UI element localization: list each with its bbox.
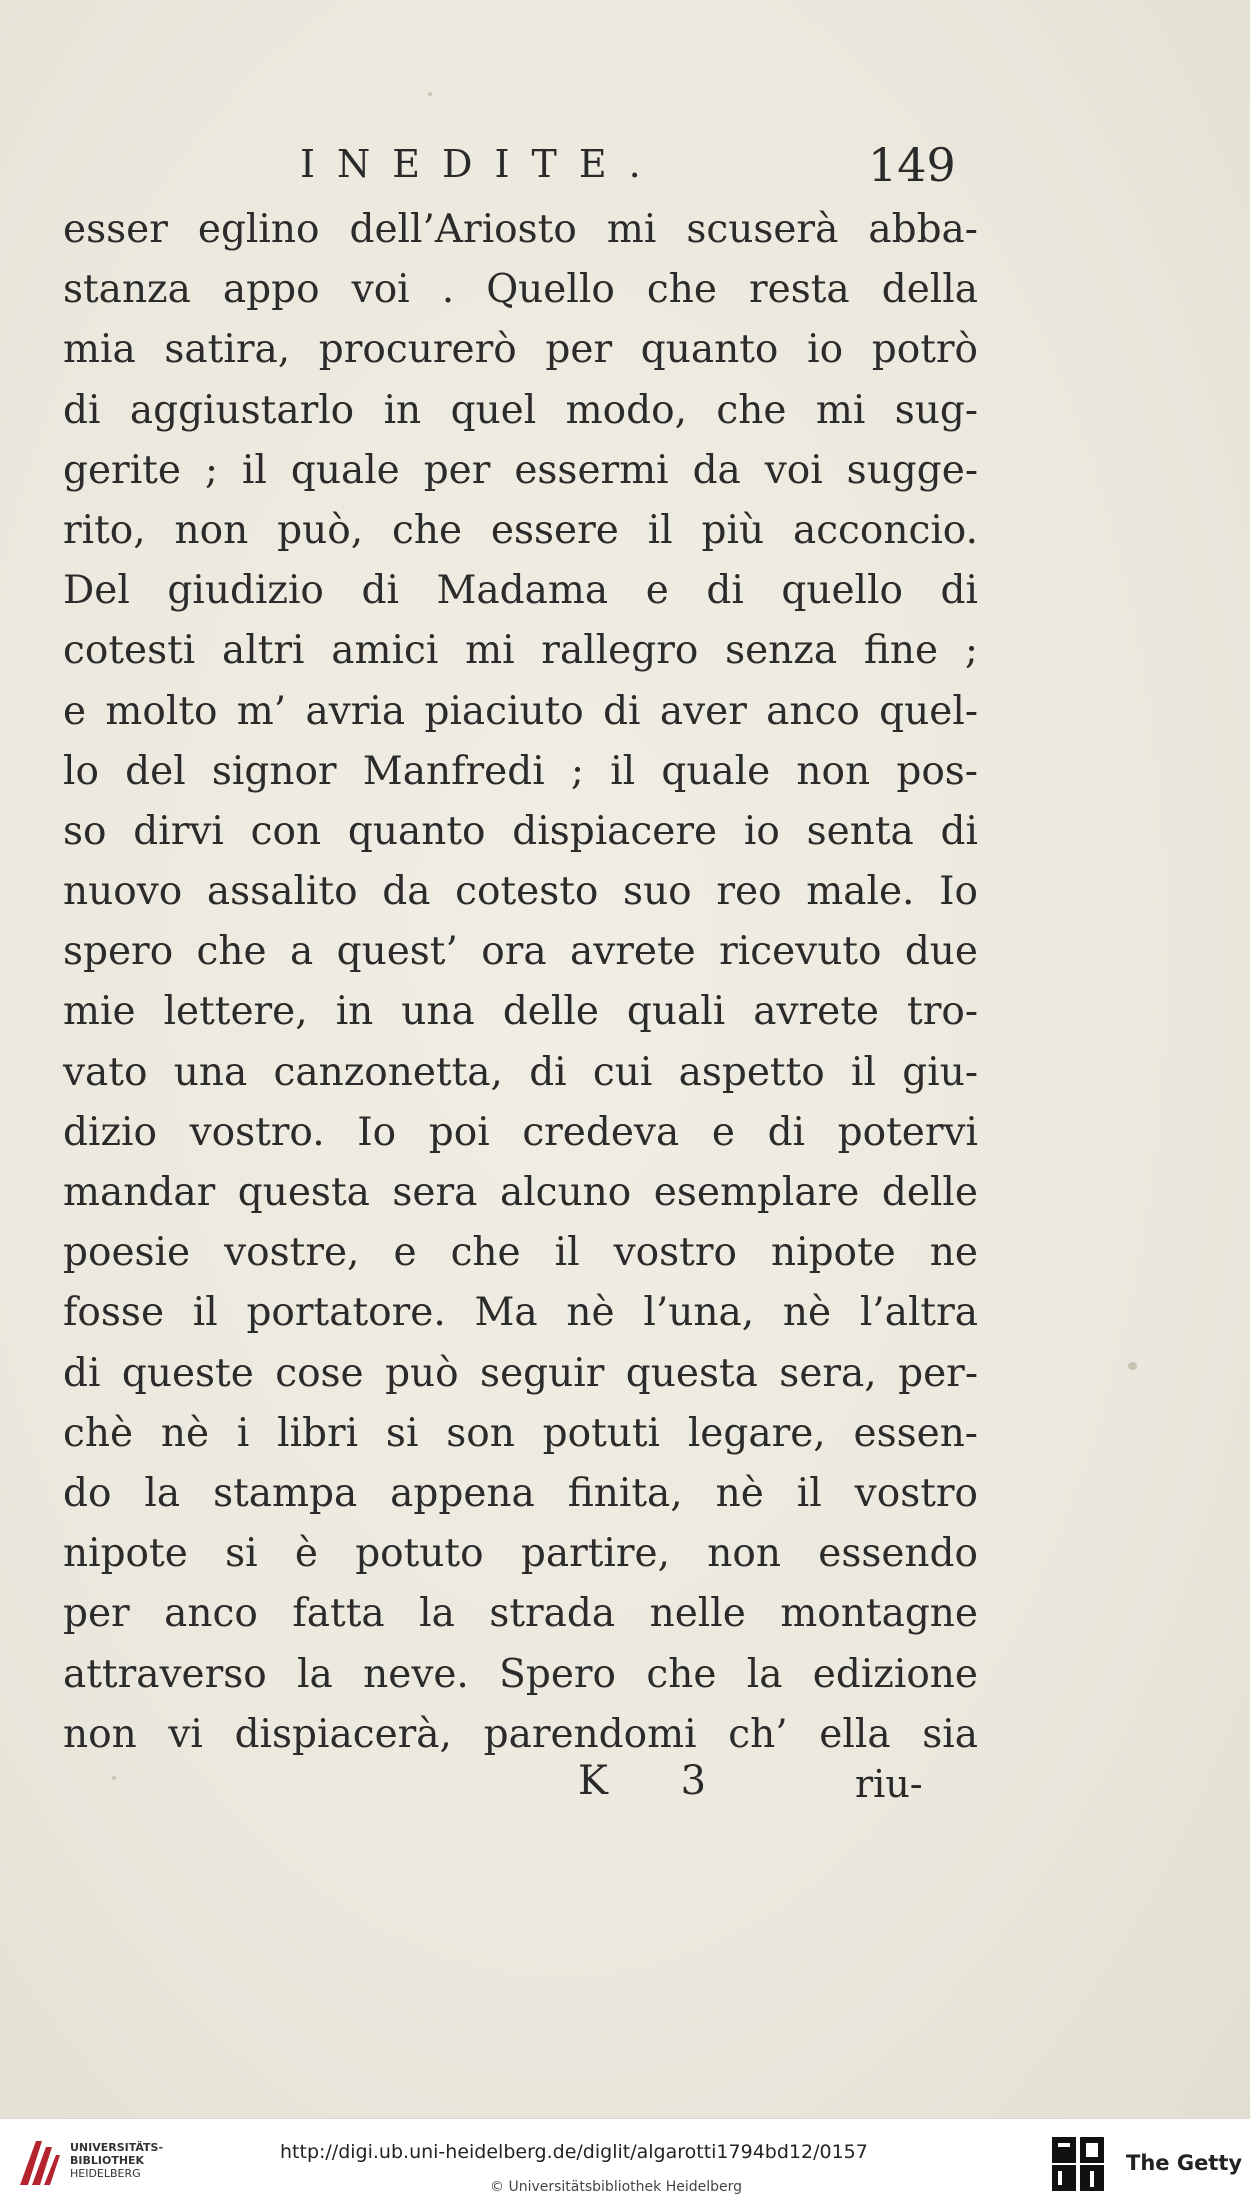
text-line: rito, non può, che essere il più acconcio. <box>63 507 978 553</box>
library-name-line: UNIVERSITÄTS- <box>70 2141 164 2154</box>
partner-name: The Getty <box>1126 2151 1243 2175</box>
text-line: per anco fatta la strada nelle montagne <box>63 1591 978 1637</box>
text-line: e molto m’ avria piaciuto di aver anco quel- <box>63 688 978 734</box>
paper-speck <box>1128 1362 1137 1370</box>
text-line: gerite ; il quale per essermi da voi sugge- <box>63 447 978 493</box>
text-line: lo del signor Manfredi ; il quale non pos- <box>63 748 978 794</box>
text-line: attraverso la neve. Spero che la edizione <box>63 1651 978 1697</box>
paper-speck <box>428 92 432 96</box>
text-line: fosse il portatore. Ma nè l’una, nè l’altra <box>63 1290 978 1336</box>
running-head: INEDITE. <box>300 142 663 186</box>
text-line: vato una canzonetta, di cui aspetto il giu- <box>63 1049 978 1095</box>
footer-bar <box>0 2118 1250 2209</box>
text-line: cotesti altri amici mi rallegro senza fine ; <box>63 628 978 674</box>
text-line: non vi dispiacerà, parendomi ch’ ella sia <box>63 1711 978 1757</box>
body-text <box>63 200 1113 1765</box>
text-line: mandar questa sera alcuno esemplare delle <box>63 1170 978 1215</box>
text-line: chè nè i libri si son potuti legare, essen- <box>63 1410 978 1456</box>
text-line: do la stampa appena finita, nè il vostro <box>63 1470 978 1516</box>
getty-logo-icon[interactable] <box>1050 2135 1106 2193</box>
catchword: riu- <box>855 1762 923 1806</box>
library-name-line: BIBLIOTHEK <box>70 2154 145 2167</box>
text-line: stanza appo voi . Quello che resta della <box>63 267 978 313</box>
text-line: so dirvi con quanto dispiacere io senta di <box>63 808 978 854</box>
permalink-url[interactable]: http://digi.ub.uni-heidelberg.de/diglit/algarotti1794bd12/0157 <box>280 2141 868 2163</box>
text-line: spero che a quest’ ora avrete ricevuto due <box>63 929 978 975</box>
library-logo-icon[interactable] <box>14 2133 64 2193</box>
text-line: nipote si è potuto partire, non essendo <box>63 1531 978 1577</box>
text-line: poesie vostre, e che il vostro nipote ne <box>63 1230 978 1276</box>
text-line: mia satira, procurerò per quanto io potrò <box>63 327 978 373</box>
text-line: dizio vostro. Io poi credeva e di potervi <box>63 1109 978 1155</box>
paper-speck <box>112 1776 116 1780</box>
text-line: di aggiustarlo in quel modo, che mi sug- <box>63 387 978 433</box>
text-line: di queste cose può seguir questa sera, per- <box>63 1350 978 1396</box>
copyright-notice: © Universitätsbibliothek Heidelberg <box>490 2179 743 2195</box>
page-number: 149 <box>868 138 956 192</box>
text-line: Del giudizio di Madama e di quello di <box>63 568 978 614</box>
signature-mark: K 3 <box>578 1758 737 1804</box>
library-name-line: HEIDELBERG <box>70 2167 141 2180</box>
library-name <box>70 2141 163 2180</box>
text-line: mie lettere, in una delle quali avrete tro- <box>63 989 978 1035</box>
text-line: nuovo assalito da cotesto suo reo male. Io <box>63 869 978 915</box>
text-line: esser eglino dell’Ariosto mi scuserà abba- <box>63 207 978 252</box>
